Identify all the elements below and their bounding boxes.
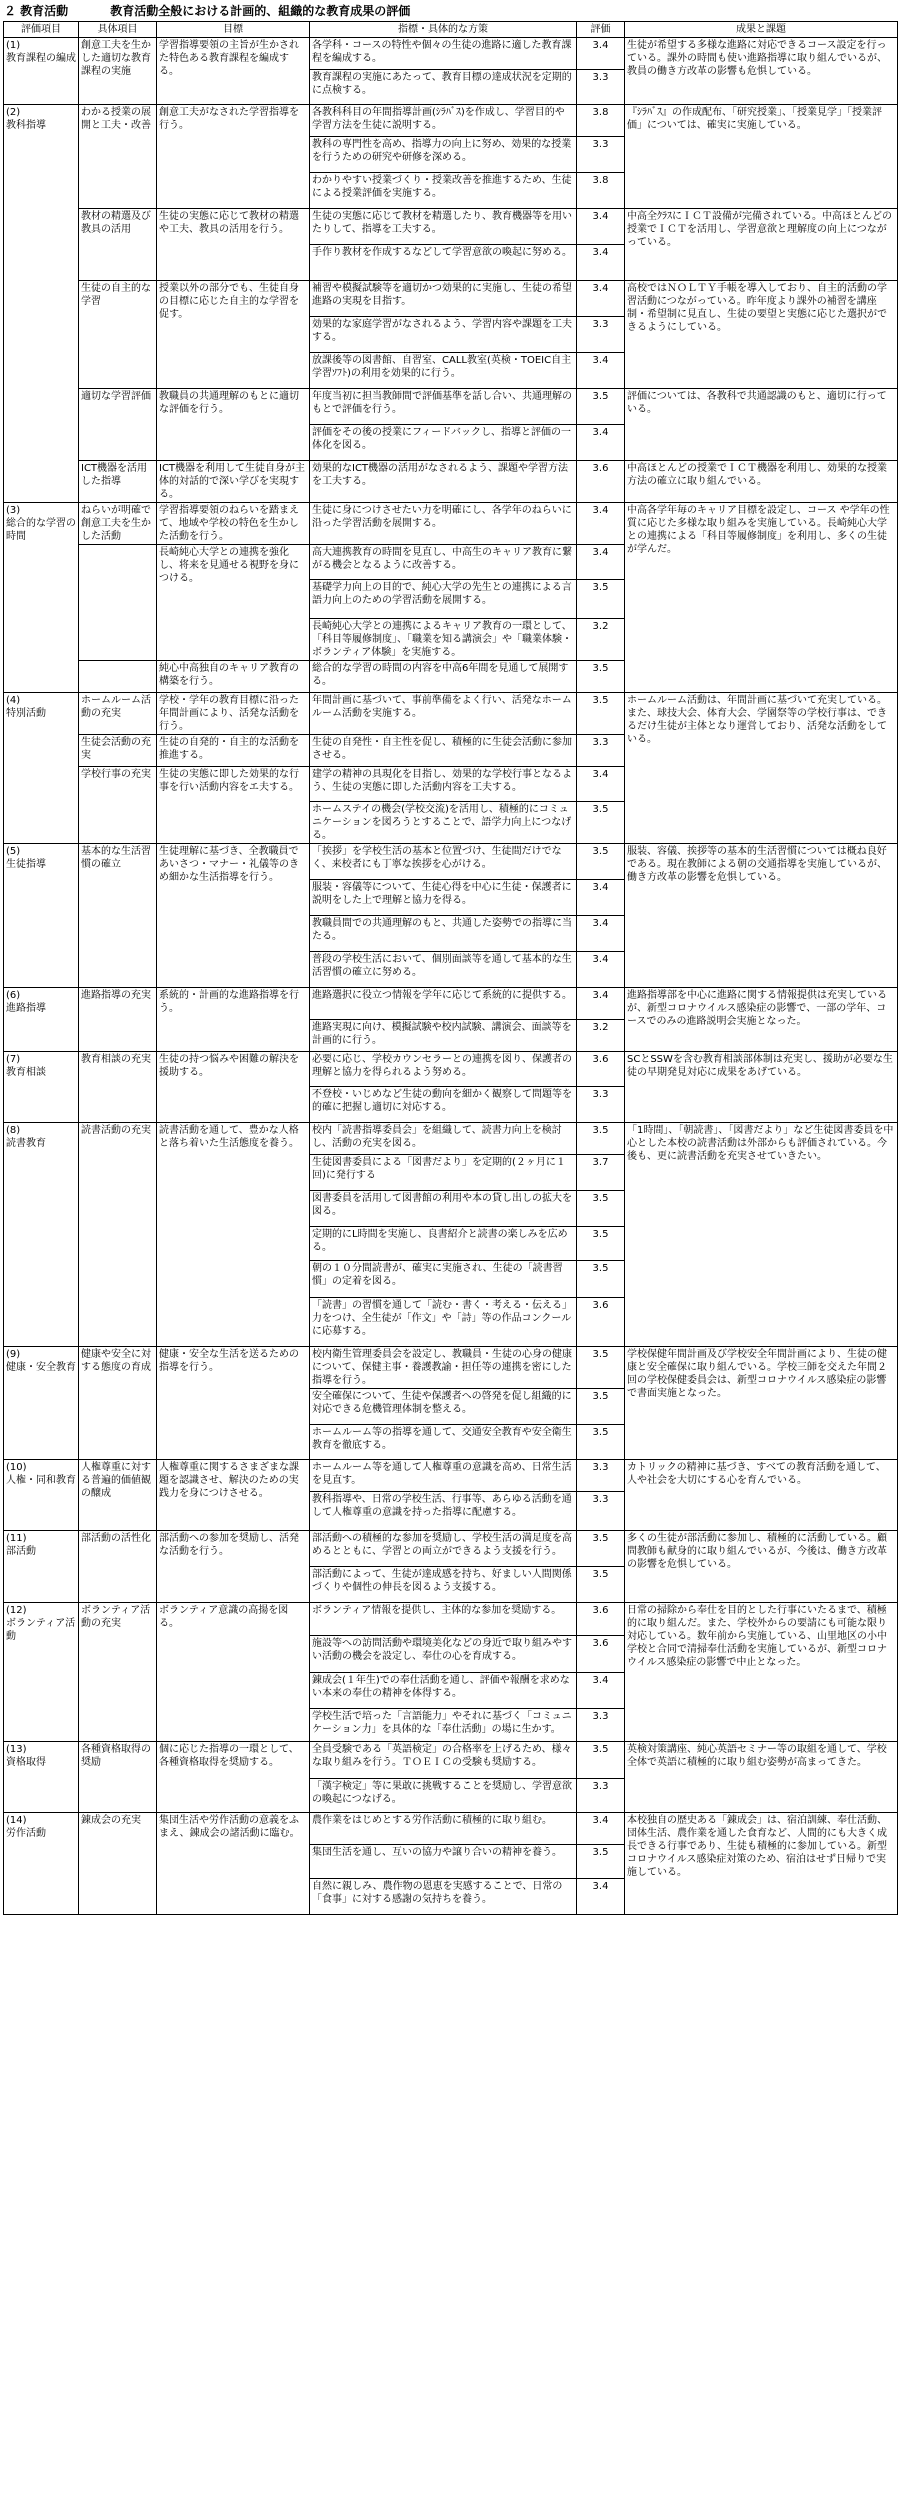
category-cell (4, 105, 79, 503)
category-number: (6) (6, 990, 21, 1001)
category-name: 教育課程の編成 (6, 53, 76, 64)
goal-cell: 学習指導要領の主旨が生かされた特色ある教育課程を編成する。 (157, 38, 310, 105)
table-row (4, 693, 898, 735)
indicator-cell: 進路実現に向け、模擬試験や校内試験、講演会、面談等を計画的に行う。 (310, 1020, 577, 1052)
goal-cell: 教職員の共通理解のもとに適切な評価を行う。 (157, 389, 310, 461)
table-row (4, 844, 898, 880)
indicator-cell: 校内「読書指導委員会」を組織して、読書力向上を検討し、活動の充実を図る。 (310, 1123, 577, 1155)
score-cell: 3.4 (577, 209, 625, 245)
table-row (4, 281, 898, 317)
indicator-cell: 教科の専門性を高め、指導力の向上に努め、効果的な授業を行うための研究や研修を深める。 (310, 137, 577, 173)
sub-item-cell: 読書活動の充実 (79, 1123, 157, 1347)
table-row (4, 1460, 898, 1492)
category-number: (8) (6, 1125, 21, 1136)
indicator-cell: 手作り教材を作成するなどして学習意欲の喚起に努める。 (310, 245, 577, 281)
indicator-cell: 各学科・コースの特性や個々の生徒の進路に適した教育課程を編成する。 (310, 38, 577, 70)
goal-cell: 読書活動を通して、豊かな人格と落ち着いた生活態度を養う。 (157, 1123, 310, 1347)
outcome-cell: 評価については、各教科で共通認識のもと、適切に行っている。 (625, 389, 898, 461)
sub-item-cell: 創意工夫を生かした適切な教育課程の実施 (79, 38, 157, 105)
sub-item-cell: 部活動の活性化 (79, 1531, 157, 1603)
category-cell (4, 503, 79, 693)
category-cell (4, 693, 79, 844)
header-score: 評価 (577, 22, 625, 38)
table-row (4, 1742, 898, 1779)
sub-item-cell: 生徒の自主的な学習 (79, 281, 157, 389)
category-name: 教育相談 (6, 1067, 46, 1078)
goal-cell: 生徒理解に基づき、全教職員であいさつ・マナー・礼儀等のきめ細かな生活指導を行う。 (157, 844, 310, 988)
category-name: 進路指導 (6, 1003, 46, 1014)
header-category: 評価項目 (4, 22, 79, 38)
category-number: (14) (6, 1815, 27, 1826)
indicator-cell: 農作業をはじめとする労作活動に積極的に取り組む。 (310, 1813, 577, 1845)
indicator-cell: 「挨拶」を学校生活の基本と位置づけ、生徒間だけでなく、来校者にも丁寧な挨拶を心がける。 (310, 844, 577, 880)
score-cell: 3.5 (577, 1742, 625, 1779)
indicator-cell: 朝の１０分間読書が、確実に実施され、生徒の「読書習慣」の定着を図る。 (310, 1261, 577, 1298)
indicator-cell: 高大連携教育の時間を見直し、中高生のキャリア教育に繋がる機会となるように改善する。 (310, 545, 577, 580)
category-cell (4, 988, 79, 1052)
score-cell: 3.5 (577, 1347, 625, 1389)
indicator-cell: 普段の学校生活において、個別面談等を通して基本的な生活習慣の確立に努める。 (310, 952, 577, 988)
indicator-cell: わかりやすい授業づくり・授業改善を推進するため、生徒による授業評価を実施する。 (310, 173, 577, 209)
score-cell: 3.8 (577, 173, 625, 209)
goal-cell: 創意工夫がなされた学習指導を行う。 (157, 105, 310, 209)
goal-cell: 学校・学年の教育目標に沿った年間計画により、活発な活動を行う。 (157, 693, 310, 735)
indicator-cell: ホームステイの機会(学校交流)を活用し、積極的にコミュニケーションを図ろうとすることで、語学力向上につなげる。 (310, 802, 577, 844)
score-cell: 3.4 (577, 952, 625, 988)
outcome-cell: 「1時間」、「朝読書」、「図書だより」など生徒図書委員を中心とした本校の読書活動は外部からも評価されている。今後も、更に読書活動を充実させていきたい。 (625, 1123, 898, 1347)
score-cell: 3.7 (577, 1155, 625, 1191)
header-indicator: 指標・具体的な方策 (310, 22, 577, 38)
indicator-cell: 校内衛生管理委員会を設定し、教職員・生徒の心身の健康について、保健主事・養護教諭・担任等の連携を密にした指導を行う。 (310, 1347, 577, 1389)
section-title: 教育活動全般における計画的、組織的な教育成果の評価 (110, 3, 411, 18)
outcome-cell: カトリックの精神に基づき、すべての教育活動を通して、人や社会を大切にする心を育んでいる。 (625, 1460, 898, 1531)
sub-item-cell: 基本的な生活習慣の確立 (79, 844, 157, 988)
category-number: (2) (6, 107, 21, 118)
score-cell: 3.8 (577, 105, 625, 137)
indicator-cell: 建学の精神の具現化を目指し、効果的な学校行事となるよう、生徒の実態に即した活動内容を工夫する。 (310, 767, 577, 802)
table-row (4, 461, 898, 503)
score-cell: 3.3 (577, 317, 625, 353)
table-row (4, 1052, 898, 1087)
category-name: ボランティア活動 (6, 1618, 76, 1642)
indicator-cell: 錬成会(１年生)での奉仕活動を通し、評価や報酬を求めない本来の奉仕の精神を体得する。 (310, 1673, 577, 1709)
score-cell: 3.5 (577, 1227, 625, 1261)
score-cell: 3.4 (577, 1879, 625, 1915)
goal-cell: 生徒の自発的・自主的な活動を推進する。 (157, 735, 310, 767)
indicator-cell: ボランティア情報を提供し、主体的な参加を奨励する。 (310, 1603, 577, 1636)
indicator-cell: ホームルーム等の指導を通して、交通安全教育や安全衛生教育を徹底する。 (310, 1425, 577, 1460)
score-cell: 3.3 (577, 1492, 625, 1531)
category-number: (9) (6, 1349, 21, 1360)
table-row (4, 105, 898, 137)
score-cell: 3.5 (577, 1425, 625, 1460)
goal-cell: 長崎純心大学との連携を強化し、将来を見通せる視野を身につける。 (157, 545, 310, 661)
table-row (4, 1347, 898, 1389)
score-cell: 3.5 (577, 1261, 625, 1298)
score-cell: 3.5 (577, 1191, 625, 1227)
indicator-cell: 補習や模擬試験等を適切かつ効果的に実施し、生徒の希望進路の実現を目指す。 (310, 281, 577, 317)
sub-item-cell: ボランティア活動の充実 (79, 1603, 157, 1742)
sub-item-cell: 進路指導の充実 (79, 988, 157, 1052)
score-cell: 3.6 (577, 1298, 625, 1347)
table-row (4, 389, 898, 425)
score-cell: 3.4 (577, 503, 625, 545)
score-cell: 3.4 (577, 988, 625, 1020)
category-cell (4, 1347, 79, 1460)
sub-item-cell: 学校行事の充実 (79, 767, 157, 844)
score-cell: 3.3 (577, 1779, 625, 1813)
goal-cell: 系統的・計画的な進路指導を行う。 (157, 988, 310, 1052)
score-cell: 3.4 (577, 353, 625, 389)
indicator-cell: 基礎学力向上の目的で、純心大学の先生との連携による言語力向上のための学習活動を展開する。 (310, 580, 577, 619)
score-cell: 3.4 (577, 880, 625, 916)
indicator-cell: 学校生活で培った「言語能力」やそれに基づく「コミュニケーション力」を具体的な「奉仕活動」の場に生かす。 (310, 1709, 577, 1742)
category-number: (4) (6, 695, 21, 706)
category-cell (4, 38, 79, 105)
goal-cell: 部活動への参加を奨励し、活発な活動を行う。 (157, 1531, 310, 1603)
score-cell: 3.5 (577, 1123, 625, 1155)
score-cell: 3.6 (577, 1636, 625, 1673)
score-cell: 3.5 (577, 580, 625, 619)
table-row (4, 1603, 898, 1636)
goal-cell: ICT機器を利用して生徒自身が主体的対話的で深い学びを実現する。 (157, 461, 310, 503)
score-cell: 3.3 (577, 70, 625, 105)
sub-item-cell: ねらいが明確で創意工夫を生かした活動 (79, 503, 157, 545)
score-cell: 3.4 (577, 425, 625, 461)
indicator-cell: 部活動によって、生徒が達成感を持ち、好ましい人間関係づくりや個性の伸長を図るよう支援する。 (310, 1567, 577, 1603)
sub-item-cell: ホームルーム活動の充実 (79, 693, 157, 735)
category-name: 健康・安全教育 (6, 1362, 76, 1373)
score-cell: 3.5 (577, 844, 625, 880)
sub-item-cell: わかる授業の展開と工夫・改善 (79, 105, 157, 209)
header-sub-item: 具体項目 (79, 22, 157, 38)
category-cell (4, 1603, 79, 1742)
category-number: (5) (6, 846, 21, 857)
score-cell: 3.4 (577, 281, 625, 317)
sub-item-cell: 各種資格取得の奨励 (79, 1742, 157, 1813)
indicator-cell: 「読書」の習慣を通して「読む・書く・考える・伝える」力をつけ、全生徒が「作文」や「詩」等の作品コンクールに応募する。 (310, 1298, 577, 1347)
score-cell: 3.5 (577, 1389, 625, 1425)
table-row (4, 38, 898, 70)
outcome-cell: 服装、容儀、挨拶等の基本的生活習慣については概ね良好である。現在教師による朝の交通指導を実施しているが、働き方改革の影響を危惧している。 (625, 844, 898, 988)
outcome-cell: 学校保健年間計画及び学校安全年間計画により、生徒の健康と安全確保に取り組んでいる。学校三師を交えた年間２回の学校保健委員会は、新型コロナウイルス感染症の影響で書面実施となった。 (625, 1347, 898, 1460)
score-cell: 3.4 (577, 545, 625, 580)
goal-cell: 生徒の実態に即した効果的な行事を行い活動内容をエ夫する。 (157, 767, 310, 844)
category-name: 総合的な学習の時間 (6, 518, 76, 542)
sub-item-cell: ICT機器を活用した指導 (79, 461, 157, 503)
outcome-cell: 本校独自の歴史ある「錬成会」は、宿泊訓練、奉仕活動、団体生活、農作業を通した食育など、人間的にも大きく成長できる行事であり、生徒も積極的に参加している。新型コロナウイルス感染症対策のため、宿泊はせず日帰りで実施している。 (625, 1813, 898, 1915)
goal-cell: 個に応じた指導の一環として、各種資格取得を奨励する。 (157, 1742, 310, 1813)
sub-item-cell: 教材の精選及び教具の活用 (79, 209, 157, 281)
score-cell: 3.4 (577, 916, 625, 952)
score-cell: 3.4 (577, 245, 625, 281)
indicator-cell: ホームルーム等を通して人権尊重の意識を高め、日常生活を見直す。 (310, 1460, 577, 1492)
outcome-cell: 『ｼﾗﾊﾞｽ』の作成配布、「研究授業」、「授業見学」「授業評価」については、確実に実施している。 (625, 105, 898, 209)
category-number: (10) (6, 1462, 27, 1473)
indicator-cell: 部活動への積極的な参加を奨励し、学校生活の満足度を高めるとともに、学習との両立ができるよう支援を行う。 (310, 1531, 577, 1567)
score-cell: 3.5 (577, 1845, 625, 1879)
score-cell: 3.4 (577, 1813, 625, 1845)
indicator-cell: 生徒に身につけさせたい力を明確にし、各学年のねらいに沿った学習活動を展開する。 (310, 503, 577, 545)
outcome-cell: 生徒が希望する多様な進路に対応できるコース設定を行っている。課外の時間も使い進路指導に取り組んでいるが、教員の働き方改革の影響も危惧している。 (625, 38, 898, 105)
score-cell: 3.5 (577, 1567, 625, 1603)
indicator-cell: 生徒の実態に応じて教材を精選したり、教育機器等を用いたりして、指導を工夫する。 (310, 209, 577, 245)
indicator-cell: 年度当初に担当教師間で評価基準を話し合い、共通理解のもとで評価を行う。 (310, 389, 577, 425)
indicator-cell: 服装・容儀等について、生徒心得を中心に生徒・保護者に説明をした上で理解と協力を得る。 (310, 880, 577, 916)
indicator-cell: 安全確保について、生徒や保護者への啓発を促し組織的に対応できる危機管理体制を整える。 (310, 1389, 577, 1425)
outcome-cell: 中高各学年毎のキャリア目標を設定し、コース や学年の性質に応じた多様な取り組みを実施している。長崎純心大学との連携による「科目等履修制度」を利用し、多くの生徒が学んだ。 (625, 503, 898, 693)
category-cell (4, 1813, 79, 1915)
category-cell (4, 1123, 79, 1347)
sub-item-cell (79, 661, 157, 693)
score-cell: 3.3 (577, 1460, 625, 1492)
indicator-cell: 総合的な学習の時間の内容を中高6年間を見通して展開する。 (310, 661, 577, 693)
score-cell: 3.6 (577, 461, 625, 503)
score-cell: 3.4 (577, 1673, 625, 1709)
category-number: (1) (6, 40, 21, 51)
outcome-cell: 進路指導部を中心に進路に関する情報提供は充実しているが、新型コロナウイルス感染症の影響で、一部の学年、コースでのみの進路説明会実施となった。 (625, 988, 898, 1052)
sub-item-cell: 適切な学習評価 (79, 389, 157, 461)
header-goal: 目標 (157, 22, 310, 38)
outcome-cell: 英検対策講座、純心英語セミナー等の取組を通して、学校全体で英語に積極的に取り組む姿勢が高まってきた。 (625, 1742, 898, 1813)
score-cell: 3.5 (577, 661, 625, 693)
indicator-cell: 放課後等の図書館、自習室、CALL教室(英検・TOEIC自主学習ｿﾌﾄ)の利用を効果的に行う。 (310, 353, 577, 389)
score-cell: 3.2 (577, 1020, 625, 1052)
indicator-cell: 「漢字検定」等に果敢に挑戦することを奨励し、学習意欲の喚起につなげる。 (310, 1779, 577, 1813)
category-name: 特別活動 (6, 708, 46, 719)
goal-cell: 授業以外の部分でも、生徒自身の目標に応じた自主的な学習を促す。 (157, 281, 310, 389)
category-number: (13) (6, 1744, 27, 1755)
category-number: (12) (6, 1605, 27, 1616)
table-header-row (4, 22, 898, 38)
table-row (4, 1123, 898, 1155)
score-cell: 3.4 (577, 767, 625, 802)
score-cell: 3.5 (577, 693, 625, 735)
sub-item-cell: 健康や安全に対する態度の育成 (79, 1347, 157, 1460)
indicator-cell: 必要に応じ、学校カウンセラーとの連携を図り、保護者の理解と協力を得られるよう努める。 (310, 1052, 577, 1087)
score-cell: 3.3 (577, 735, 625, 767)
indicator-cell: 図書委員を活用して図書館の利用や本の貸し出しの拡大を図る。 (310, 1191, 577, 1227)
table-row (4, 988, 898, 1020)
category-number: (11) (6, 1533, 27, 1544)
category-cell (4, 1531, 79, 1603)
indicator-cell: 不登校・いじめなど生徒の動向を細かく観察して問題等を的確に把握し適切に対応する。 (310, 1087, 577, 1123)
category-cell (4, 1460, 79, 1531)
goal-cell: 純心中高独自のキャリア教育の構築を行う。 (157, 661, 310, 693)
section-header (0, 0, 900, 20)
indicator-cell: 効果的なICT機器の活用がなされるよう、課題や学習方法を工夫する。 (310, 461, 577, 503)
category-name: 労作活動 (6, 1828, 46, 1839)
outcome-cell: 高校ではＮＯＬＴＹ手帳を導入しており、自主的活動の学習活動につながっている。昨年度より課外の補習を講座制・希望制に見直し、生徒の要望と実態に応じた選択ができるようにしている。 (625, 281, 898, 389)
score-cell: 3.6 (577, 1052, 625, 1087)
table-row (4, 1531, 898, 1567)
sub-item-cell: 教育相談の充実 (79, 1052, 157, 1123)
score-cell: 3.2 (577, 619, 625, 661)
evaluation-table (3, 21, 898, 1915)
category-name: 読書教育 (6, 1138, 46, 1149)
indicator-cell: 各教科科目の年間指導計画(ｼﾗﾊﾞｽ)を作成し、学習目的や学習方法を生徒に説明する。 (310, 105, 577, 137)
indicator-cell: 生徒の自発性・自主性を促し、積極的に生徒会活動に参加させる。 (310, 735, 577, 767)
score-cell: 3.5 (577, 389, 625, 425)
goal-cell: 集団生活や労作活動の意義をふまえ、錬成会の諸活動に臨む。 (157, 1813, 310, 1915)
table-row (4, 209, 898, 245)
sub-item-cell: 錬成会の充実 (79, 1813, 157, 1915)
outcome-cell: 中高ほとんどの授業でＩＣＴ機器を利用し、効果的な授業方法の確立に取り組んでいる。 (625, 461, 898, 503)
indicator-cell: 集団生活を通し、互いの協力や譲り合いの精神を養う。 (310, 1845, 577, 1879)
table-row (4, 503, 898, 545)
score-cell: 3.5 (577, 1531, 625, 1567)
table-row (4, 1813, 898, 1845)
indicator-cell: 施設等への訪問活動や環境美化などの身近で取り組みやすい活動の機会を設定し、奉仕の心を育成する。 (310, 1636, 577, 1673)
category-name: 資格取得 (6, 1757, 46, 1768)
goal-cell: 生徒の実態に応じて教材の精選や工夫、教具の活用を行う。 (157, 209, 310, 281)
category-cell (4, 844, 79, 988)
goal-cell: 生徒の持つ悩みや困難の解決を援助する。 (157, 1052, 310, 1123)
header-outcome: 成果と課題 (625, 22, 898, 38)
category-name: 人権・同和教育 (6, 1475, 76, 1486)
indicator-cell: 定期的にL時間を実施し、良書紹介と読書の楽しみを広める。 (310, 1227, 577, 1261)
indicator-cell: 効果的な家庭学習がなされるよう、学習内容や課題を工夫する。 (310, 317, 577, 353)
outcome-cell: 多くの生徒が部活動に参加し、積極的に活動している。顧問教師も献身的に取り組んでいるが、今後は、働き方改革の影響を危惧している。 (625, 1531, 898, 1603)
outcome-cell: SCとSSWを含む教育相談部体制は充実し、援助が必要な生徒の早期発見対応に成果をあげている。 (625, 1052, 898, 1123)
score-cell: 3.3 (577, 1709, 625, 1742)
category-name: 部活動 (6, 1546, 36, 1557)
category-name: 教科指導 (6, 120, 46, 131)
goal-cell: ボランティア意識の高揚を図る。 (157, 1603, 310, 1742)
indicator-cell: 教育課程の実施にあたって、教育目標の達成状況を定期的に点検する。 (310, 70, 577, 105)
sub-item-cell: 人権尊重に対する普遍的価値観の醸成 (79, 1460, 157, 1531)
sub-item-cell: 生徒会活動の充実 (79, 735, 157, 767)
goal-cell: 健康・安全な生活を送るための指導を行う。 (157, 1347, 310, 1460)
score-cell: 3.3 (577, 137, 625, 173)
category-number: (3) (6, 505, 21, 516)
score-cell: 3.5 (577, 802, 625, 844)
indicator-cell: 自然に親しみ、農作物の恩恵を実感することで、日常の「食事」に対する感謝の気持ちを養う。 (310, 1879, 577, 1915)
indicator-cell: 生徒図書委員による「図書だより」を定期的(２ヶ月に１回)に発行する (310, 1155, 577, 1191)
score-cell: 3.3 (577, 1087, 625, 1123)
category-cell (4, 1052, 79, 1123)
indicator-cell: 評価をその後の授業にフィードバックし、指導と評価の一体化を図る。 (310, 425, 577, 461)
indicator-cell: 教科指導や、日常の学校生活、行事等、あらゆる活動を通して人権尊重の意識を持った指導に配慮する。 (310, 1492, 577, 1531)
category-cell (4, 1742, 79, 1813)
outcome-cell: ホームルーム活動は、年間計画に基づいて充実している。また、球技大会、体育大会、学園祭等の学校行事は、できるだけ生徒が主体となり運営しており、活発な活動をしている。 (625, 693, 898, 844)
outcome-cell: 日常の掃除から奉仕を目的とした行事にいたるまで、積極的に取り組んだ。また、学校外からの要請にも可能な限り対応している。数年前から実施している、山里地区の小中学校と合同で清掃奉仕活動を実施しているが、新型コロナウイルス感染症の影響で中止となった。 (625, 1603, 898, 1742)
indicator-cell: 教職員間での共通理解のもと、共通した姿勢での指導に当たる。 (310, 916, 577, 952)
outcome-cell: 中高全ｸﾗｽにＩＣＴ設備が完備されている。中高ほとんどの授業でＩＣＴを活用し、学習意欲と理解度の向上につながっている。 (625, 209, 898, 281)
score-cell: 3.6 (577, 1603, 625, 1636)
indicator-cell: 年間計画に基づいて、事前準備をよく行い、活発なホームルーム活動を実施する。 (310, 693, 577, 735)
indicator-cell: 長崎純心大学との連携によるキャリア教育の一環として、「科目等履修制度」、「職業を知る講演会」や「職業体験・ボランティア体験」を実施する。 (310, 619, 577, 661)
sub-item-cell (79, 545, 157, 661)
indicator-cell: 進路選択に役立つ情報を学年に応じて系統的に提供する。 (310, 988, 577, 1020)
goal-cell: 人権尊重に関するさまざまな課題を認識させ、解決のための実践力を身につけさせる。 (157, 1460, 310, 1531)
category-name: 生徒指導 (6, 859, 46, 870)
score-cell: 3.4 (577, 38, 625, 70)
category-number: (7) (6, 1054, 21, 1065)
indicator-cell: 全員受験である「英語検定」の合格率を上げるため、様々な取り組みを行う。ＴＯＥＩＣの受験も奨励する。 (310, 1742, 577, 1779)
section-label: ２ 教育活動 (4, 3, 69, 18)
goal-cell: 学習指導要領のねらいを踏まえて、地域や学校の特色を生かした活動を行う。 (157, 503, 310, 545)
